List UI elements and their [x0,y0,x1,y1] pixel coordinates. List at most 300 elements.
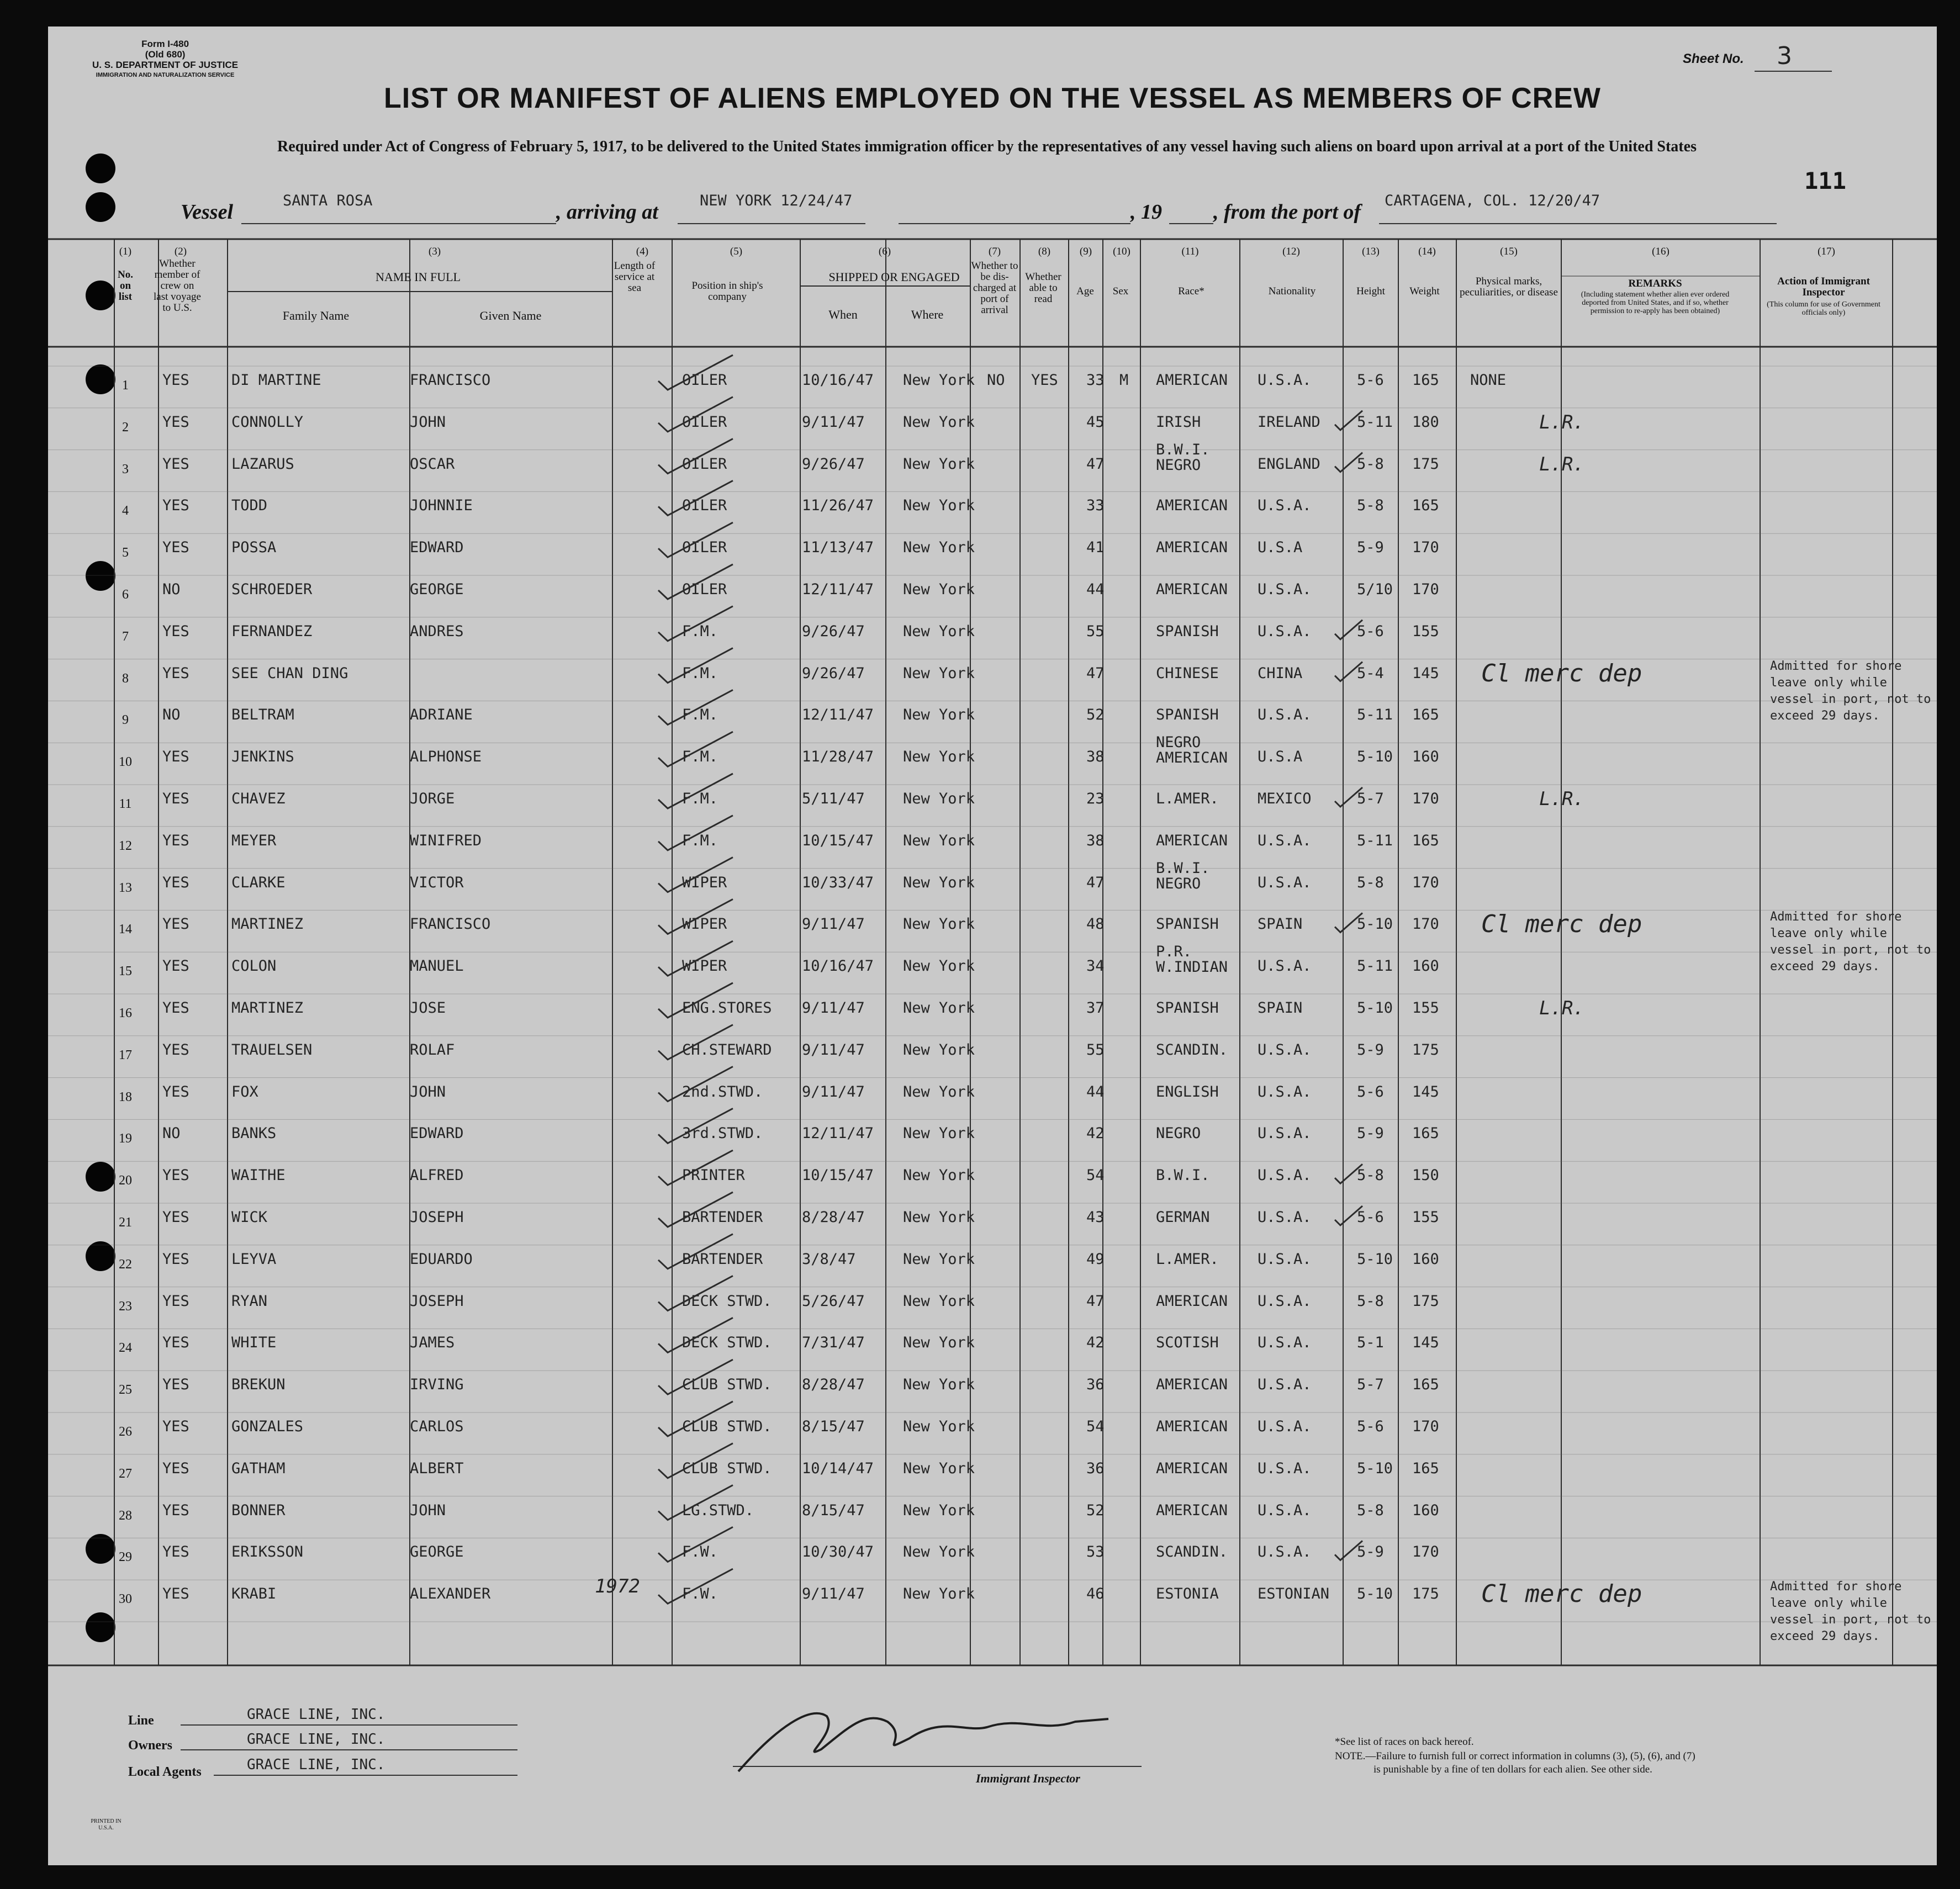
race-cell: SPANISH [1156,622,1219,640]
height-cell: 5-9 [1357,1543,1384,1561]
footer-note-penalty: NOTE.—Failure to furnish full or correct information in columns (3), (5), (6), and (7) [1335,1750,1695,1762]
shipped-where-cell: New York [903,1501,975,1519]
row-number: 16 [119,1006,132,1020]
height-cell: 5-11 [1357,706,1393,724]
member-cell: YES [162,874,189,891]
row-number: 6 [122,588,129,602]
weight-cell: 175 [1412,1585,1439,1603]
position-cell: LG.STWD. [682,1501,754,1519]
position-cell: F.W. [682,1585,719,1603]
row-number: 23 [119,1299,132,1314]
shipped-when-cell: 3/8/47 [802,1250,856,1268]
given-name-cell: ALFRED [410,1167,464,1184]
position-cell: 2nd.STWD. [682,1083,763,1100]
weight-cell: 160 [1412,1250,1439,1268]
column-number: (9) [1079,246,1092,257]
given-name-cell: FRANCISCO [410,372,491,389]
position-cell: DECK STWD. [682,1292,772,1310]
remark-cell: L.R. [1539,997,1584,1019]
able-to-read-cell: YES [1031,372,1058,389]
shipped-when-cell: 9/26/47 [802,664,865,682]
remark-cell: Cl merc dep [1481,910,1642,939]
member-cell: YES [162,413,189,431]
nationality-cell: U.S.A. [1258,581,1312,598]
weight-cell: 170 [1412,790,1439,807]
nationality-cell: U.S.A. [1258,957,1312,975]
given-name-cell: IRVING [410,1376,464,1394]
family-name-cell: WAITHE [231,1167,286,1184]
arriving-value: NEW YORK 12/24/47 [700,192,853,209]
nationality-cell: U.S.A. [1258,1209,1312,1226]
header-position: Position in ship's company [691,280,763,303]
family-name-cell: RYAN [231,1292,268,1310]
column-number: (5) [730,246,743,257]
race-cell: SCOTISH [1156,1334,1219,1352]
header-age: Age [1076,285,1094,297]
position-cell: F.M. [682,790,719,807]
row-number: 22 [119,1257,132,1272]
age-cell: 55 [1086,1041,1105,1059]
weight-cell: 165 [1412,1459,1439,1477]
race-cell: SPANISH [1156,916,1219,933]
weight-cell: 170 [1412,1418,1439,1435]
height-cell: 5-1 [1357,1334,1384,1352]
nationality-cell: U.S.A. [1258,1083,1312,1100]
column-number: (15) [1500,246,1518,257]
given-name-cell: JOSE [410,999,446,1017]
family-name-cell: GONZALES [231,1418,304,1435]
service: IMMIGRATION AND NATURALIZATION SERVICE [96,72,235,78]
weight-cell: 170 [1412,581,1439,598]
given-name-cell: JOHNNIE [410,497,473,515]
shipped-when-cell: 12/11/47 [802,581,874,598]
given-name-cell: EDWARD [410,1125,464,1142]
race-cell: AMERICAN [1156,1418,1228,1435]
header-height: Height [1356,285,1385,297]
family-name-cell: MARTINEZ [231,916,304,933]
member-cell: YES [162,957,189,975]
age-cell: 49 [1086,1250,1105,1268]
nationality-cell: U.S.A. [1258,1250,1312,1268]
family-name-cell: BANKS [231,1125,277,1142]
family-name-cell: ERIKSSON [231,1543,304,1561]
vessel-name: SANTA ROSA [283,192,373,209]
position-cell: F.M. [682,748,719,766]
shipped-where-cell: New York [903,1250,975,1268]
position-cell: CLUB STWD. [682,1376,772,1394]
column-number: (13) [1362,246,1380,257]
given-name-cell: EDUARDO [410,1250,473,1268]
member-cell: YES [162,622,189,640]
position-cell: F.M. [682,622,719,640]
shipped-when-cell: 9/26/47 [802,455,865,473]
nationality-cell: U.S.A. [1258,622,1312,640]
race-cell: SCANDIN. [1156,1543,1228,1561]
age-cell: 41 [1086,539,1105,557]
header-physical: Physical marks, peculiarities, or disease [1460,276,1558,298]
age-cell: 36 [1086,1459,1105,1477]
member-cell: YES [162,1041,189,1059]
nationality-cell: U.S.A. [1258,372,1312,389]
shipped-where-cell: New York [903,1125,975,1142]
race-cell: B.W.I. NEGRO [1156,859,1210,892]
member-cell: YES [162,497,189,515]
age-cell: 48 [1086,916,1105,933]
given-name-cell: CARLOS [410,1418,464,1435]
column-number: (7) [988,246,1001,257]
shipped-when-cell: 9/11/47 [802,1083,865,1100]
height-cell: 5-11 [1357,957,1393,975]
printed-mark: PRINTED IN U.S.A. [91,1818,121,1831]
race-cell: AMERICAN [1156,1376,1228,1394]
year-label: , 19 [1130,200,1162,224]
race-cell: NEGRO [1156,1125,1201,1142]
shipped-where-cell: New York [903,957,975,975]
race-cell: B.W.I. NEGRO [1156,441,1210,474]
height-cell: 5-9 [1357,1125,1384,1142]
column-number: (2) [174,246,187,257]
remark-cell: L.R. [1539,411,1584,433]
age-cell: 23 [1086,790,1105,807]
row-number: 18 [119,1089,132,1104]
weight-cell: 170 [1412,874,1439,891]
race-cell: AMERICAN [1156,1292,1228,1310]
family-name-cell: DI MARTINE [231,372,321,389]
race-cell: SCANDIN. [1156,1041,1228,1059]
shipped-when-cell: 5/11/47 [802,790,865,807]
position-cell: F.M. [682,706,719,724]
nationality-cell: U.S.A. [1258,1041,1312,1059]
age-cell: 54 [1086,1418,1105,1435]
agents-label: Local Agents [128,1765,202,1779]
age-cell: 42 [1086,1334,1105,1352]
shipped-when-cell: 12/11/47 [802,1125,874,1142]
age-cell: 36 [1086,1376,1105,1394]
header-when: When [828,308,858,321]
shipped-where-cell: New York [903,1459,975,1477]
row-number: 11 [119,797,132,811]
row-number: 26 [119,1425,132,1439]
member-cell: YES [162,1585,189,1603]
nationality-cell: U.S.A [1258,748,1303,766]
position-cell: OILER [682,581,727,598]
manifest-sheet [48,27,1937,1865]
shipped-where-cell: New York [903,455,975,473]
given-name-cell: OSCAR [410,455,455,473]
family-name-cell: MEYER [231,832,277,849]
weight-cell: 150 [1412,1167,1439,1184]
height-cell: 5-10 [1357,999,1393,1017]
member-cell: YES [162,664,189,682]
age-cell: 38 [1086,748,1105,766]
shipped-where-cell: New York [903,372,975,389]
race-cell: AMERICAN [1156,1459,1228,1477]
weight-cell: 175 [1412,1041,1439,1059]
shipped-when-cell: 8/28/47 [802,1209,865,1226]
family-name-cell: TODD [231,497,268,515]
column-number: (8) [1038,246,1051,257]
shipped-when-cell: 11/13/47 [802,539,874,557]
action-note: Admitted for shore leave only while vessel in port, not to exceed 29 days. [1770,1580,1931,1644]
nationality-cell: U.S.A. [1258,497,1312,515]
from-port-value: CARTAGENA, COL. 12/20/47 [1385,192,1600,209]
shipped-where-cell: New York [903,581,975,598]
shipped-where-cell: New York [903,1292,975,1310]
position-cell: WIPER [682,916,727,933]
header-name-in-full: NAME IN FULL [376,270,461,284]
race-cell: AMERICAN [1156,497,1228,515]
height-cell: 5-6 [1357,1083,1384,1100]
header-remarks: REMARKS [1628,278,1682,289]
row-number: 25 [119,1383,132,1398]
height-cell: 5-9 [1357,539,1384,557]
race-cell: IRISH [1156,413,1201,431]
row-number: 1 [122,378,129,393]
weight-cell: 145 [1412,1083,1439,1100]
family-name-cell: CLARKE [231,874,286,891]
position-cell: F.W. [682,1543,719,1561]
nationality-cell: U.S.A. [1258,1459,1312,1477]
header-weight: Weight [1409,285,1440,297]
height-cell: 5-9 [1357,1041,1384,1059]
family-name-cell: CONNOLLY [231,413,304,431]
given-name-cell: GEORGE [410,581,464,598]
age-cell: 46 [1086,1585,1105,1603]
height-cell: 5-8 [1357,1167,1384,1184]
nationality-cell: MEXICO [1258,790,1312,807]
row-number: 15 [119,964,132,979]
weight-cell: 165 [1412,1125,1439,1142]
family-name-cell: COLON [231,957,277,975]
shipped-when-cell: 11/28/47 [802,748,874,766]
shipped-when-cell: 12/11/47 [802,706,874,724]
header-no-on-list: No. on list [118,269,133,303]
header-where: Where [911,308,944,321]
given-name-cell: GEORGE [410,1543,464,1561]
shipped-where-cell: New York [903,1376,975,1394]
weight-cell: 165 [1412,497,1439,515]
given-name-cell: JOSEPH [410,1292,464,1310]
shipped-when-cell: 11/26/47 [802,497,874,515]
row-number: 2 [122,420,129,435]
member-cell: NO [162,706,181,724]
row-number: 4 [122,504,129,518]
height-cell: 5-10 [1357,1459,1393,1477]
family-name-cell: LAZARUS [231,455,294,473]
length-service-cell: 1972 [595,1575,640,1598]
row-number: 7 [122,629,129,644]
shipped-where-cell: New York [903,1083,975,1100]
nationality-cell: U.S.A. [1258,1543,1312,1561]
height-cell: 5-11 [1357,832,1393,849]
physical-marks-cell: NONE [1470,372,1507,389]
member-cell: YES [162,832,189,849]
nationality-cell: U.S.A. [1258,1334,1312,1352]
nationality-cell: U.S.A. [1258,1292,1312,1310]
row-number: 10 [119,755,132,770]
race-cell: AMERICAN [1156,832,1228,849]
shipped-where-cell: New York [903,622,975,640]
height-cell: 5-10 [1357,1250,1393,1268]
race-cell: SPANISH [1156,706,1219,724]
weight-cell: 175 [1412,1292,1439,1310]
weight-cell: 170 [1412,539,1439,557]
from-port-label: , from the port of [1213,200,1361,224]
race-cell: ESTONIA [1156,1585,1219,1603]
weight-cell: 165 [1412,372,1439,389]
column-number: (6) [878,246,891,257]
given-name-cell: MANUEL [410,957,464,975]
height-cell: 5-7 [1357,790,1384,807]
given-name-cell: ROLAF [410,1041,455,1059]
position-cell: OILER [682,539,727,557]
agents-value: GRACE LINE, INC. [247,1756,385,1773]
family-name-cell: LEYVA [231,1250,277,1268]
header-shipped: SHIPPED OR ENGAGED [828,270,960,284]
shipped-where-cell: New York [903,1585,975,1603]
row-number: 12 [119,838,132,853]
shipped-when-cell: 9/11/47 [802,916,865,933]
weight-cell: 155 [1412,622,1439,640]
position-cell: DECK STWD. [682,1334,772,1352]
age-cell: 38 [1086,832,1105,849]
given-name-cell: ANDRES [410,622,464,640]
race-cell: P.R. W.INDIAN [1156,943,1228,976]
race-cell: ENGLISH [1156,1083,1219,1100]
shipped-where-cell: New York [903,790,975,807]
shipped-when-cell: 10/14/47 [802,1459,874,1477]
shipped-where-cell: New York [903,1041,975,1059]
shipped-where-cell: New York [903,832,975,849]
row-number: 30 [119,1592,132,1607]
position-cell: WIPER [682,957,727,975]
header-race: Race* [1178,285,1204,297]
nationality-cell: U.S.A. [1258,1167,1312,1184]
given-name-cell: FRANCISCO [410,916,491,933]
position-cell: WIPER [682,874,727,891]
given-name-cell: EDWARD [410,539,464,557]
family-name-cell: WICK [231,1209,268,1226]
remark-cell: L.R. [1539,788,1584,810]
remark-cell: Cl merc dep [1481,1580,1642,1608]
position-cell: OILER [682,455,727,473]
header-able-to-read: Whether able to read [1025,271,1061,305]
member-cell: YES [162,999,189,1017]
page-number: 111 [1804,167,1846,194]
age-cell: 52 [1086,1501,1105,1519]
header-discharged: Whether to be dis-charged at port of arrival [971,260,1018,316]
row-number: 24 [119,1341,132,1356]
shipped-when-cell: 8/28/47 [802,1376,865,1394]
page-title: LIST OR MANIFEST OF ALIENS EMPLOYED ON THE VESSEL AS MEMBERS OF CREW [384,82,1601,114]
height-cell: 5-8 [1357,497,1384,515]
race-cell: L.AMER. [1156,1250,1219,1268]
vessel-label: Vessel [181,200,233,224]
age-cell: 53 [1086,1543,1105,1561]
family-name-cell: MARTINEZ [231,999,304,1017]
weight-cell: 165 [1412,706,1439,724]
family-name-cell: BREKUN [231,1376,286,1394]
shipped-where-cell: New York [903,1418,975,1435]
family-name-cell: WHITE [231,1334,277,1352]
shipped-when-cell: 9/26/47 [802,622,865,640]
member-cell: NO [162,1125,181,1142]
member-cell: NO [162,581,181,598]
row-number: 17 [119,1047,132,1062]
arriving-label: , arriving at [556,200,658,224]
member-cell: YES [162,1292,189,1310]
shipped-where-cell: New York [903,916,975,933]
shipped-where-cell: New York [903,1209,975,1226]
family-name-cell: SCHROEDER [231,581,313,598]
height-cell: 5-11 [1357,413,1393,431]
nationality-cell: U.S.A. [1258,706,1312,724]
weight-cell: 160 [1412,1501,1439,1519]
column-number: (11) [1181,246,1199,257]
given-name-cell: JAMES [410,1334,455,1352]
height-cell: 5-7 [1357,1376,1384,1394]
height-cell: 5-6 [1357,372,1384,389]
age-cell: 33 [1086,372,1105,389]
column-number: (3) [428,246,441,257]
member-cell: YES [162,1250,189,1268]
age-cell: 37 [1086,999,1105,1017]
height-cell: 5-8 [1357,455,1384,473]
shipped-where-cell: New York [903,706,975,724]
age-cell: 54 [1086,1167,1105,1184]
row-number: 21 [119,1215,132,1230]
age-cell: 47 [1086,1292,1105,1310]
header-family-name: Family Name [282,309,350,322]
age-cell: 42 [1086,1125,1105,1142]
nationality-cell: U.S.A [1258,539,1303,557]
height-cell: 5-10 [1357,1585,1393,1603]
shipped-when-cell: 10/15/47 [802,1167,874,1184]
family-name-cell: SEE CHAN DING [231,664,348,682]
family-name-cell: BONNER [231,1501,286,1519]
race-cell: GERMAN [1156,1209,1210,1226]
row-number: 14 [119,922,132,937]
member-cell: YES [162,1459,189,1477]
member-cell: YES [162,1167,189,1184]
nationality-cell: U.S.A. [1258,1501,1312,1519]
shipped-when-cell: 7/31/47 [802,1334,865,1352]
race-cell: SPANISH [1156,999,1219,1017]
member-cell: YES [162,1376,189,1394]
shipped-where-cell: New York [903,748,975,766]
nationality-cell: U.S.A. [1258,874,1312,891]
position-cell: OILER [682,372,727,389]
age-cell: 43 [1086,1209,1105,1226]
column-number: (14) [1418,246,1436,257]
age-cell: 34 [1086,957,1105,975]
height-cell: 5-6 [1357,1418,1384,1435]
weight-cell: 145 [1412,664,1439,682]
member-cell: YES [162,916,189,933]
footer-note-penalty-cont: is punishable by a fine of ten dollars for each alien. See other side. [1373,1764,1652,1775]
family-name-cell: POSSA [231,539,277,557]
weight-cell: 145 [1412,1334,1439,1352]
height-cell: 5-8 [1357,874,1384,891]
position-cell: OILER [682,497,727,515]
row-number: 28 [119,1508,132,1523]
age-cell: 44 [1086,581,1105,598]
column-number: (10) [1113,246,1130,257]
row-number: 3 [122,462,129,477]
age-cell: 47 [1086,874,1105,891]
given-name-cell: JOHN [410,1083,446,1100]
shipped-where-cell: New York [903,539,975,557]
